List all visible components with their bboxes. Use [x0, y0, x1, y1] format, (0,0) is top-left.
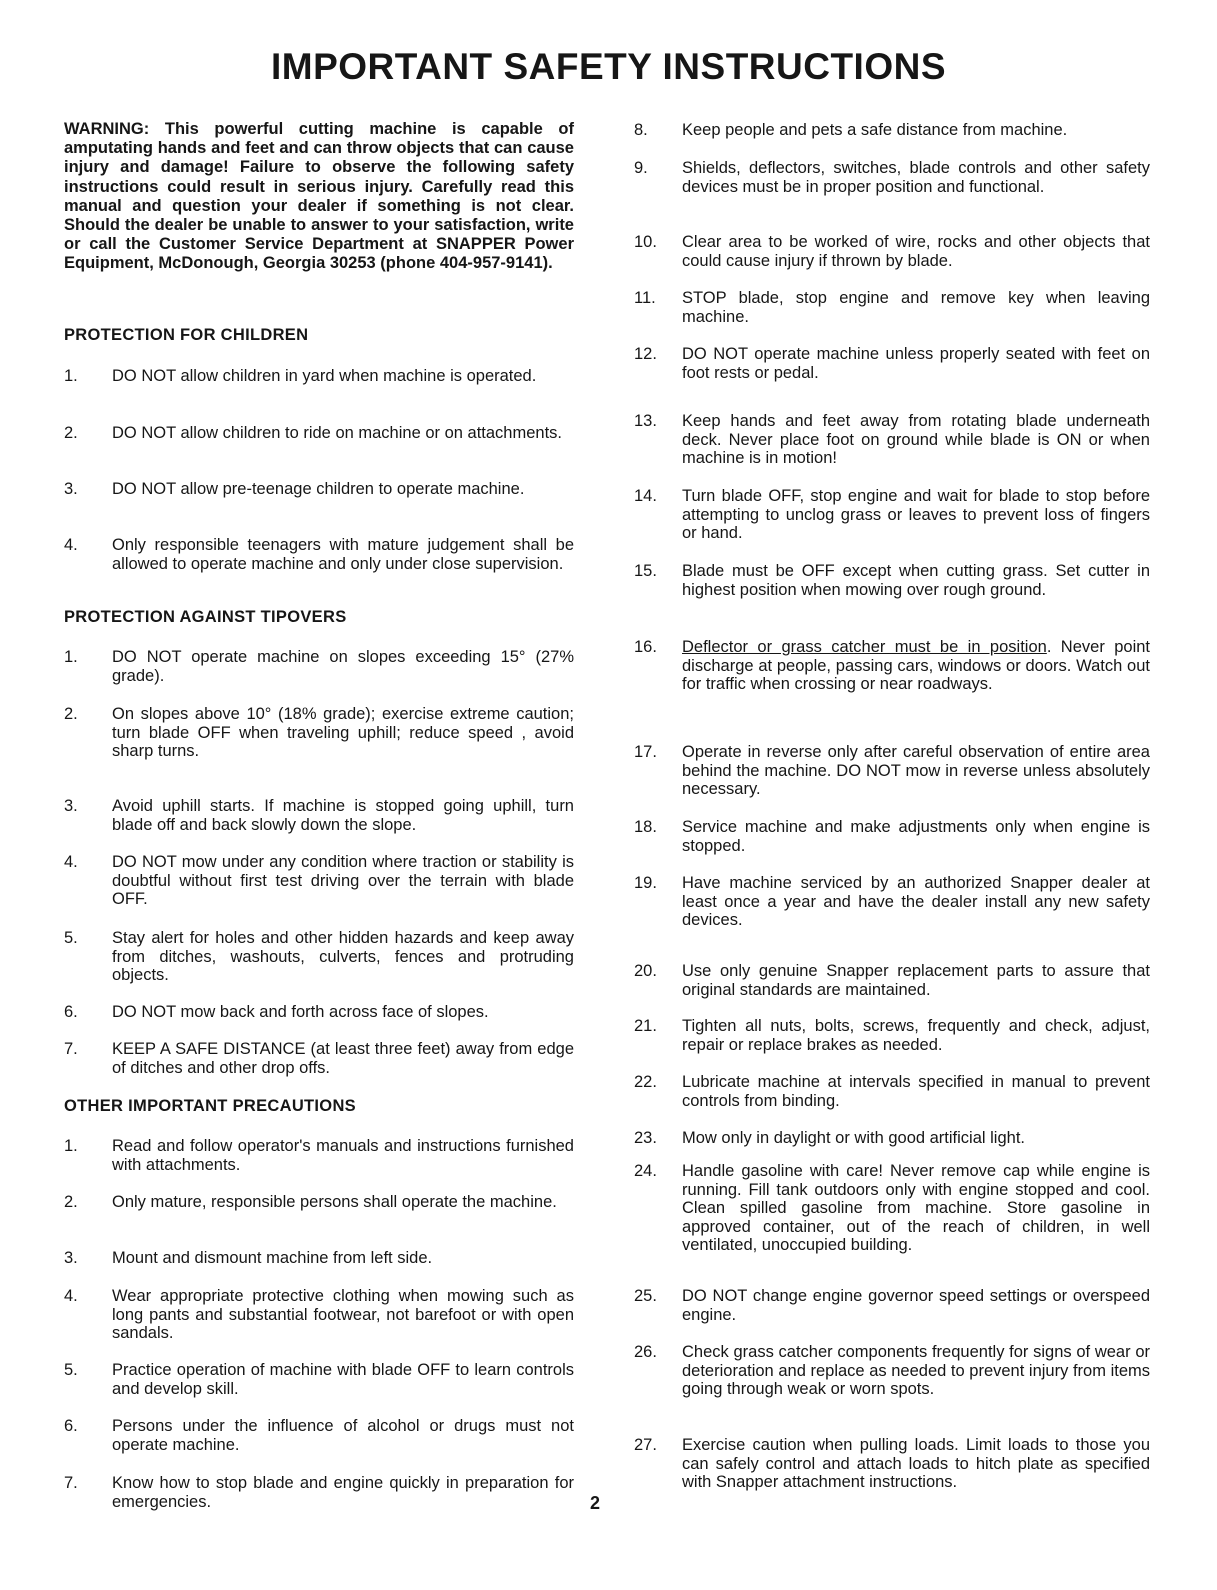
list-item: [634, 1017, 1150, 1054]
item-text: Stay alert for holes and other hidden hazards and keep away from ditches, washouts, culverts, fences and protruding objects.: [112, 929, 574, 985]
list-item: [64, 929, 574, 985]
warning-paragraph: WARNING: This powerful cutting machine is capable of amputating hands and feet and can throw objects that can cause injury and damage! Failure to observe the following safety instructions could result in serious injury. Carefully read this manual and question your dealer if something is not clear. Should the dealer be unable to answer to your satisfaction, write or call the Customer Service Department at SNAPPER Power Equipment, McDonough, Georgia 30253 (phone 404-957-9141).: [64, 120, 574, 273]
list-item: [634, 121, 1150, 140]
item-text: Handle gasoline with care! Never remove cap while engine is running. Fill tank outdoors only with engine stopped and cool. Clean spilled gasoline from machine. Store gasoline in approved container, out of the reach of children, in well ventilated, unoccupied building.: [682, 1162, 1150, 1255]
list-item: [64, 1417, 574, 1454]
list-item: [64, 1193, 574, 1212]
item-text: Keep people and pets a safe distance from machine.: [682, 121, 1068, 139]
item-number: 3.: [64, 480, 78, 498]
item-number: 17.: [634, 743, 657, 761]
list-item: [634, 818, 1150, 855]
item-text: Shields, deflectors, switches, blade controls and other safety devices must be in proper position and functional.: [682, 159, 1150, 196]
item-text: On slopes above 10° (18% grade); exercise extreme caution; turn blade OFF when traveling uphill; reduce speed , avoid sharp turns.: [112, 705, 574, 761]
item-text: Use only genuine Snapper replacement parts to assure that original standards are maintained.: [682, 962, 1150, 999]
item-text: DO NOT operate machine unless properly seated with feet on foot rests or pedal.: [682, 345, 1150, 382]
list-item: [634, 289, 1150, 326]
section-heading-children: PROTECTION FOR CHILDREN: [64, 326, 309, 344]
item-number: 1.: [64, 648, 78, 666]
item-text: Mow only in daylight or with good artificial light.: [682, 1129, 1025, 1147]
item-text: KEEP A SAFE DISTANCE (at least three feet) away from edge of ditches and other drop offs.: [112, 1040, 574, 1077]
item-text: DO NOT operate machine on slopes exceeding 15° (27% grade).: [112, 648, 574, 685]
item-text: DO NOT allow children in yard when machine is operated.: [112, 367, 537, 385]
item-text: Keep hands and feet away from rotating blade underneath deck. Never place foot on ground while blade is ON or when machine is in motion!: [682, 412, 1150, 468]
list-item: [634, 562, 1150, 599]
item-number: 9.: [634, 159, 648, 177]
item-text: Blade must be OFF except when cutting grass. Set cutter in highest position when mowing over rough ground.: [682, 562, 1150, 599]
item-number: 16.: [634, 638, 657, 656]
list-item: [634, 233, 1150, 270]
item-number: 27.: [634, 1436, 657, 1454]
list-item: [634, 874, 1150, 930]
item-text: DO NOT change engine governor speed settings or overspeed engine.: [682, 1287, 1150, 1324]
item-text: Check grass catcher components frequently for signs of wear or deterioration and replace as needed to prevent injury from items going through weak or worn spots.: [682, 1343, 1150, 1399]
item-text: Have machine serviced by an authorized Snapper dealer at least once a year and have the dealer install any new safety devices.: [682, 874, 1150, 930]
item-text: DO NOT mow under any condition where traction or stability is doubtful without first test driving over the terrain with blade OFF.: [112, 853, 574, 909]
item-text: Wear appropriate protective clothing when mowing such as long pants and substantial footwear, not barefoot or with open sandals.: [112, 1287, 574, 1343]
item-text: Turn blade OFF, stop engine and wait for blade to stop before attempting to unclog grass or leaves to prevent loss of fingers or hand.: [682, 487, 1150, 543]
list-item: [64, 853, 574, 909]
section-heading-tipovers: PROTECTION AGAINST TIPOVERS: [64, 608, 347, 626]
item-number: 1.: [64, 1137, 78, 1155]
item-number: 20.: [634, 962, 657, 980]
list-item: [634, 1129, 1150, 1148]
item-text: DO NOT allow children to ride on machine or on attachments.: [112, 424, 562, 442]
list-item: [634, 1287, 1150, 1324]
item-text: Know how to stop blade and engine quickly in preparation for emergencies.: [112, 1474, 574, 1511]
item-number: 23.: [634, 1129, 657, 1147]
item-text: Avoid uphill starts. If machine is stopped going uphill, turn blade off and back slowly down the slope.: [112, 797, 574, 834]
list-item: [64, 1287, 574, 1343]
item-number: 5.: [64, 929, 78, 947]
list-item: [64, 480, 574, 499]
list-item: [64, 1137, 574, 1174]
list-item: [634, 962, 1150, 999]
item-number: 4.: [64, 536, 78, 554]
underlined-phrase: Deflector or grass catcher must be in position: [682, 638, 1047, 656]
item-number: 12.: [634, 345, 657, 363]
item-number: 1.: [64, 367, 78, 385]
item-text-rest: . Never point discharge at people, passing cars, windows or doors. Watch out for traffic when crossing or near roadways.: [682, 638, 1150, 694]
item-number: 2.: [64, 705, 78, 723]
item-number: 5.: [64, 1361, 78, 1379]
item-text: STOP blade, stop engine and remove key when leaving machine.: [682, 289, 1150, 326]
item-number: 7.: [64, 1474, 78, 1492]
list-item: [64, 705, 574, 761]
item-number: 24.: [634, 1162, 657, 1180]
item-text: Exercise caution when pulling loads. Limit loads to those you can safely control and attach loads to hitch plate as specified with Snapper attachment instructions.: [682, 1436, 1150, 1492]
list-item: [64, 1040, 574, 1077]
page-title: IMPORTANT SAFETY INSTRUCTIONS: [270, 46, 947, 87]
list-item: [64, 797, 574, 834]
item-number: 25.: [634, 1287, 657, 1305]
list-item: [64, 1003, 574, 1022]
list-item: [634, 412, 1150, 468]
item-number: 6.: [64, 1003, 78, 1021]
item-number: 22.: [634, 1073, 657, 1091]
item-number: 11.: [634, 289, 656, 307]
item-number: 21.: [634, 1017, 657, 1035]
item-number: 3.: [64, 797, 78, 815]
list-item: [64, 1474, 574, 1511]
item-text: Only responsible teenagers with mature judgement shall be allowed to operate machine and only under close supervision.: [112, 536, 574, 573]
item-number: 15.: [634, 562, 657, 580]
item-number: 18.: [634, 818, 657, 836]
list-item: [634, 1343, 1150, 1399]
item-text: Persons under the influence of alcohol or drugs must not operate machine.: [112, 1417, 574, 1454]
page-number: 2: [590, 1493, 601, 1513]
item-text: [682, 638, 1150, 694]
section-heading-precautions: OTHER IMPORTANT PRECAUTIONS: [64, 1097, 356, 1115]
item-text: Lubricate machine at intervals specified in manual to prevent controls from binding.: [682, 1073, 1150, 1110]
item-number: 19.: [634, 874, 657, 892]
item-text: Only mature, responsible persons shall operate the machine.: [112, 1193, 557, 1211]
list-item: [634, 159, 1150, 196]
list-item: [64, 536, 574, 573]
item-text: Read and follow operator's manuals and instructions furnished with attachments.: [112, 1137, 574, 1174]
item-text: Clear area to be worked of wire, rocks and other objects that could cause injury if thrown by blade.: [682, 233, 1150, 270]
item-text: Practice operation of machine with blade OFF to learn controls and develop skill.: [112, 1361, 574, 1398]
item-text: DO NOT allow pre-teenage children to operate machine.: [112, 480, 525, 498]
list-item: [64, 424, 574, 443]
item-number: 6.: [64, 1417, 78, 1435]
list-item: [634, 487, 1150, 543]
item-number: 4.: [64, 853, 78, 871]
item-number: 4.: [64, 1287, 78, 1305]
item-number: 13.: [634, 412, 657, 430]
list-item: [634, 638, 1150, 694]
item-text: Tighten all nuts, bolts, screws, frequently and check, adjust, repair or replace brakes as needed.: [682, 1017, 1150, 1054]
list-item: [634, 1162, 1150, 1255]
list-item: [64, 648, 574, 685]
list-item: [64, 367, 574, 386]
item-number: 2.: [64, 1193, 78, 1211]
list-item: [64, 1361, 574, 1398]
list-item: [634, 743, 1150, 799]
list-item: [64, 1249, 574, 1268]
item-text: Service machine and make adjustments only when engine is stopped.: [682, 818, 1150, 855]
item-number: 2.: [64, 424, 78, 442]
item-number: 10.: [634, 233, 657, 251]
item-text: Mount and dismount machine from left side.: [112, 1249, 433, 1267]
item-number: 7.: [64, 1040, 78, 1058]
list-item: [634, 345, 1150, 382]
list-item: [634, 1436, 1150, 1492]
item-number: 8.: [634, 121, 648, 139]
item-number: 14.: [634, 487, 657, 505]
item-text: DO NOT mow back and forth across face of slopes.: [112, 1003, 489, 1021]
item-number: 3.: [64, 1249, 78, 1267]
item-text: Operate in reverse only after careful observation of entire area behind the machine. DO NOT mow in reverse unless absolutely necessary.: [682, 743, 1150, 799]
item-number: 26.: [634, 1343, 657, 1361]
list-item: [634, 1073, 1150, 1110]
